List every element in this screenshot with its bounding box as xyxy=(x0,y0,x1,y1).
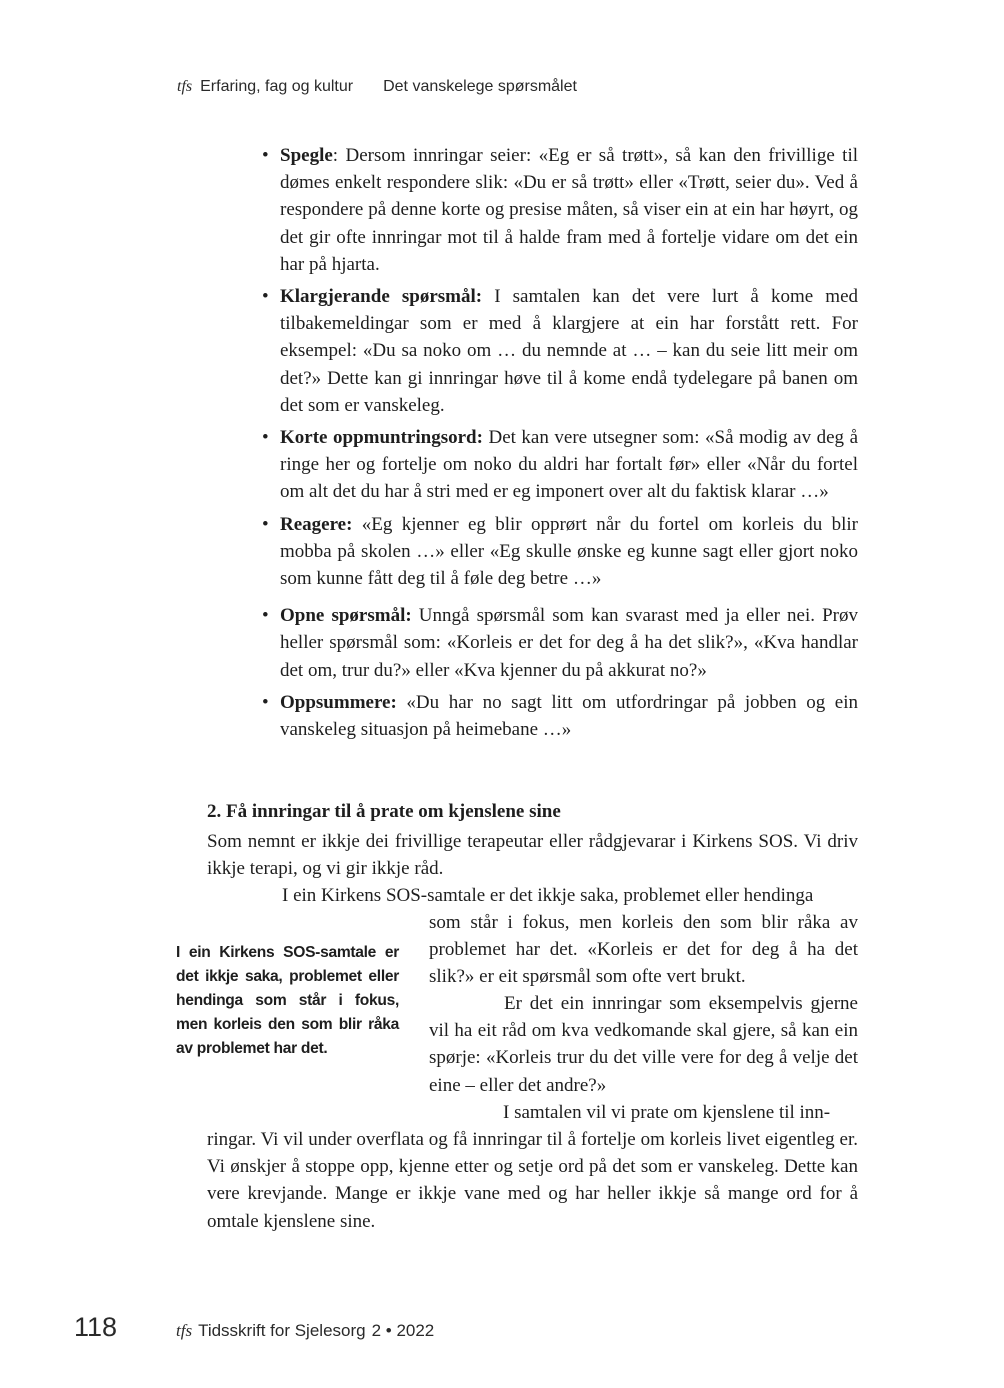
list-item-text: : Dersom innringar seier: «Eg er så trøtt», så kan den frivillige til dømes enkelt respondere slik: «Du er så trøtt» eller «Trøtt, seier du». Ved å respondere på denne korte og presise måten, så viser ein at ein har høyrt, og det gir ofte innringar mot til å halde fram med å fortelje vidare om det ein har på hjarta. xyxy=(280,145,858,275)
journal-name: Tidsskrift for Sjelesorg xyxy=(198,1321,366,1340)
list-item-term: Spegle xyxy=(280,145,333,166)
paragraph: Som nemnt er ikkje dei frivillige terapeutar eller rådgjevarar i Kirkens SOS. Vi driv ikkje terapi, og vi gir ikkje råd. xyxy=(207,831,858,880)
list-item-text: «Eg kjenner eg blir opprørt når du fortel om korleis du blir mobba på skolen …» eller «Eg skulle ønske eg kunne sagt eller gjort noko som kunne fått deg til å føle deg betre …» xyxy=(280,513,858,590)
running-header xyxy=(177,78,577,96)
pull-quote: I ein Kirkens SOS-samtale er det ikkje saka, problemet eller hendinga som står i fokus, men korleis den som blir råka av problemet har det. xyxy=(176,944,399,1057)
list-item: • Spegle: Dersom innringar seier: «Eg er så trøtt», så kan den frivillige til dømes enkelt respondere slik: «Du er så trøtt» eller «Trøtt, seier du». Ved å respondere på denne korte og presise måten, så viser ein at ein har høyrt, og det gir ofte innringar mot til å halde fram med å fortelje vidare om det ein har på hjarta. xyxy=(262,145,858,275)
list-item: • Oppsummere: «Du har no sagt litt om utfordringar på jobben og ein vanskeleg situasjon på heimebane …» xyxy=(262,691,858,741)
header-title: Det vanskelege spørsmålet xyxy=(383,78,577,95)
list-item-text: I samtalen kan det vere lurt å kome med tilbakemeldingar som er med å klargjere at ein har forstått rett. For eksempel: «Du sa noko om … du nemnde at … – kan du seie litt meir om det?» Dette kan gi innringar høve til å kome endå tydelegare på banen om det som er vanskeleg. xyxy=(280,286,859,416)
list-item: • Korte oppmuntringsord: Det kan vere utsegner som: «Så modig av deg å ringe her og fortelje om noko du aldri har fortalt før» eller «Når du fortel om alt det du har å stri med er eg imponert over alt du faktisk klarar …» xyxy=(262,427,858,503)
list-item-text: Unngå spørsmål som kan svarast med ja eller nei. Prøv heller spørsmål som: «Korleis er det for deg å ha det slik?», «Kva handlar det om, trur du?» eller «Kva kjenner du på akkurat no?» xyxy=(280,605,858,681)
list-item-text: Det kan vere utsegner som: «Så modig av deg å ringe her og fortelje om noko du aldri har fortalt før» eller «Når du fortel om alt det du har å stri med er eg imponert over alt du faktisk klarar …» xyxy=(280,427,858,503)
paragraph-first-line: I samtalen vil vi prate om kjenslene til inn- xyxy=(503,1102,831,1123)
paragraph: Er det ein innringar som eksempelvis gjerne vil ha eit råd om kva vedkomande skal gjere, så kan ein spørje: «Korleis trur du det ville vere for deg å velje det eine – eller det andre?» xyxy=(429,993,858,1096)
list-item-term: Reagere: xyxy=(280,513,353,535)
list-item-term: Oppsummere: xyxy=(280,691,397,713)
paragraph: ringar. Vi vil under overflata og få innringar til å fortelje om korleis livet eigentleg er. Vi ønskjer å stoppe opp, kjenne etter og setje ord på det som er vanskeleg. Dette kan vere krevjande. Mange er ikkje vane med og har heller ikkje så mange ord for å omtale kjenslene sine. xyxy=(207,1129,858,1232)
list-item-term: Klargjerande spørsmål: xyxy=(280,286,483,308)
journal-abbrev: tfs xyxy=(177,78,193,95)
paragraph: som står i fokus, men korleis den som blir råka av problemet har det. «Korleis er det for deg å ha det slik?» er eit spørsmål som ofte vert brukt. xyxy=(429,912,858,988)
paragraph-first-line: I ein Kirkens SOS-samtale er det ikkje saka, problemet eller hendinga xyxy=(282,885,814,906)
journal-abbrev: tfs xyxy=(176,1321,193,1340)
technique-list xyxy=(262,142,858,748)
list-item-text: «Du har no sagt litt om utfordringar på jobben og ein vanskeleg situasjon på heimebane …» xyxy=(280,691,858,741)
page-number: 118 xyxy=(74,1312,118,1342)
list-item: • Reagere: «Eg kjenner eg blir opprørt når du fortel om korleis du blir mobba på skolen …» eller «Eg skulle ønske eg kunne sagt eller gjort noko som kunne fått deg til å føle deg betre …» xyxy=(262,513,858,590)
list-item: • Opne spørsmål: Unngå spørsmål som kan svarast med ja eller nei. Prøv heller spørsmål som: «Korleis er det for deg å ha det slik?», «Kva handlar det om, trur du?» eller «Kva kjenner du på akkurat no?» xyxy=(262,605,858,681)
list-item-term: Korte oppmuntringsord: xyxy=(280,427,483,449)
section-heading: 2. Få innringar til å prate om kjenslene sine xyxy=(207,801,561,822)
list-item-term: Opne spørsmål: xyxy=(280,605,412,627)
issue-number: 2 • 2022 xyxy=(371,1321,435,1340)
page-footer xyxy=(74,1312,434,1343)
list-item: • Klargjerande spørsmål: I samtalen kan det vere lurt å kome med tilbakemeldingar som er med å klargjere at ein har forstått rett. For eksempel: «Du sa noko om … du nemnde at … – kan du seie litt meir om det?» Dette kan gi innringar høve til å kome endå tydelegare på banen om det som er vanskeleg. xyxy=(262,286,859,416)
header-section: Erfaring, fag og kultur xyxy=(200,78,354,95)
